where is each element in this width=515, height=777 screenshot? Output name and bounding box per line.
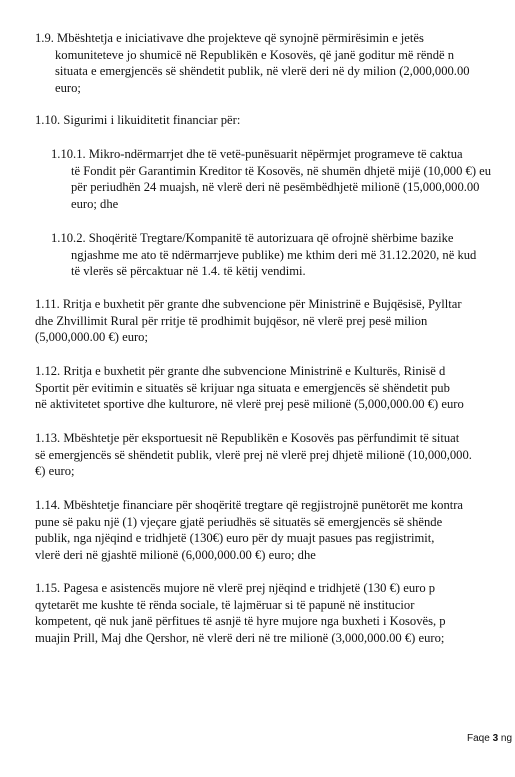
footer-suffix: ng	[500, 733, 513, 744]
text-line: 1.12. Rritja e buxhetit për grante dhe subvencione Ministrinë e Kulturës, Rinisë d	[35, 364, 446, 378]
page-footer	[467, 733, 512, 744]
paragraph-1-15	[35, 580, 515, 646]
paragraph-1-9	[35, 30, 515, 96]
text-line: €) euro;	[35, 464, 75, 479]
text-line: 1.15. Pagesa e asistencës mujore në vlerë prej njëqind e tridhjetë (130 €) euro p	[35, 581, 436, 595]
text-line: të Fondit për Garantimin Kreditor të Kosovës, në shumën dhjetë mijë (10,000 €) eu	[71, 163, 492, 178]
paragraph-1-10-2	[51, 230, 515, 280]
text-line: (5,000,000.00 €) euro;	[35, 330, 148, 345]
footer-label: Faqe	[467, 733, 490, 744]
text-line: euro; dhe	[71, 196, 119, 211]
text-line: 1.10.1. Mikro-ndërmarrjet dhe të vetë-punësuarit nëpërmjet programeve të caktua	[51, 147, 463, 161]
page-number: 3	[492, 733, 499, 744]
text-line: komuniteteve jo shumicë në Republikën e Kosovës, që janë goditur më rëndë n	[55, 47, 455, 62]
text-line: ngjashme me ato të ndërmarrjeve publike) me kthim deri më 31.12.2020, në kud	[71, 247, 477, 262]
text-line: dhe Zhvillimit Rural për rritje të prodhimit bujqësor, në vlerë prej pesë milion	[35, 313, 428, 328]
text-line: për periudhën 24 muajsh, në vlerë deri në pesëmbëdhjetë milionë (15,000,000.00	[71, 180, 480, 195]
text-line: 1.10. Sigurimi i likuiditetit financiar për:	[35, 113, 241, 127]
text-line: 1.10.2. Shoqëritë Tregtare/Kompanitë të autorizuara që ofrojnë shërbime bazike	[51, 231, 454, 245]
text-line: vlerë deri në gjashtë milionë (6,000,000.00 €) euro; dhe	[35, 547, 316, 562]
text-line: situata e emergjencës së shëndetit publik, në vlerë deri në dy milion (2,000,000.00	[55, 64, 470, 79]
text-line: së emergjencës së shëndetit publik, vlerë prej në vlerë prej dhjetë milionë (10,000,000.	[35, 447, 472, 462]
text-line: 1.13. Mbështetje për eksportuesit në Republikën e Kosovës pas përfundimit të situat	[35, 431, 460, 445]
text-line: pune së paku një (1) vjeçare gjatë periudhës së situatës së emergjencës së shënde	[35, 514, 443, 529]
text-line: 1.14. Mbështetje financiare për shoqëritë tregtare që regjistrojnë punëtorët me kontra	[35, 498, 464, 512]
paragraph-1-10	[35, 112, 515, 129]
text-line: Sportit për evitimin e situatës së krijuar nga situata e emergjencës së shëndetit pub	[35, 380, 450, 395]
text-line: të vlerës së përcaktuar në 1.4. të këtij vendimi.	[71, 264, 306, 279]
text-line: euro;	[55, 80, 81, 95]
text-line: qytetarët me kushte të rënda sociale, të lajmëruar si të papunë në institucior	[35, 597, 415, 612]
paragraph-1-12	[35, 363, 515, 413]
text-line: muajin Prill, Maj dhe Qershor, në vlerë deri në tre milionë (3,000,000.00 €) euro;	[35, 630, 445, 645]
text-line: 1.9. Mbështetja e iniciativave dhe projekteve që synojnë përmirësimin e jetës	[35, 31, 424, 45]
paragraph-1-11	[35, 296, 515, 346]
text-line: në aktivitetet sportive dhe kulturore, në vlerë prej pesë milionë (5,000,000.00 €) euro	[35, 397, 464, 412]
text-line: publik, nga njëqind e tridhjetë (130€) euro për dy muajt pasues pas regjistrimit,	[35, 531, 435, 546]
text-line: kompetent, që nuk janë përfitues të asnjë të hyre mujore nga buxheti i Kosovës, p	[35, 614, 446, 629]
paragraph-1-14	[35, 497, 515, 563]
paragraph-1-13	[35, 430, 515, 480]
text-line: 1.11. Rritja e buxhetit për grante dhe subvencione për Ministrinë e Bujqësisë, Pylltar	[35, 297, 462, 311]
paragraph-1-10-1	[51, 146, 515, 212]
